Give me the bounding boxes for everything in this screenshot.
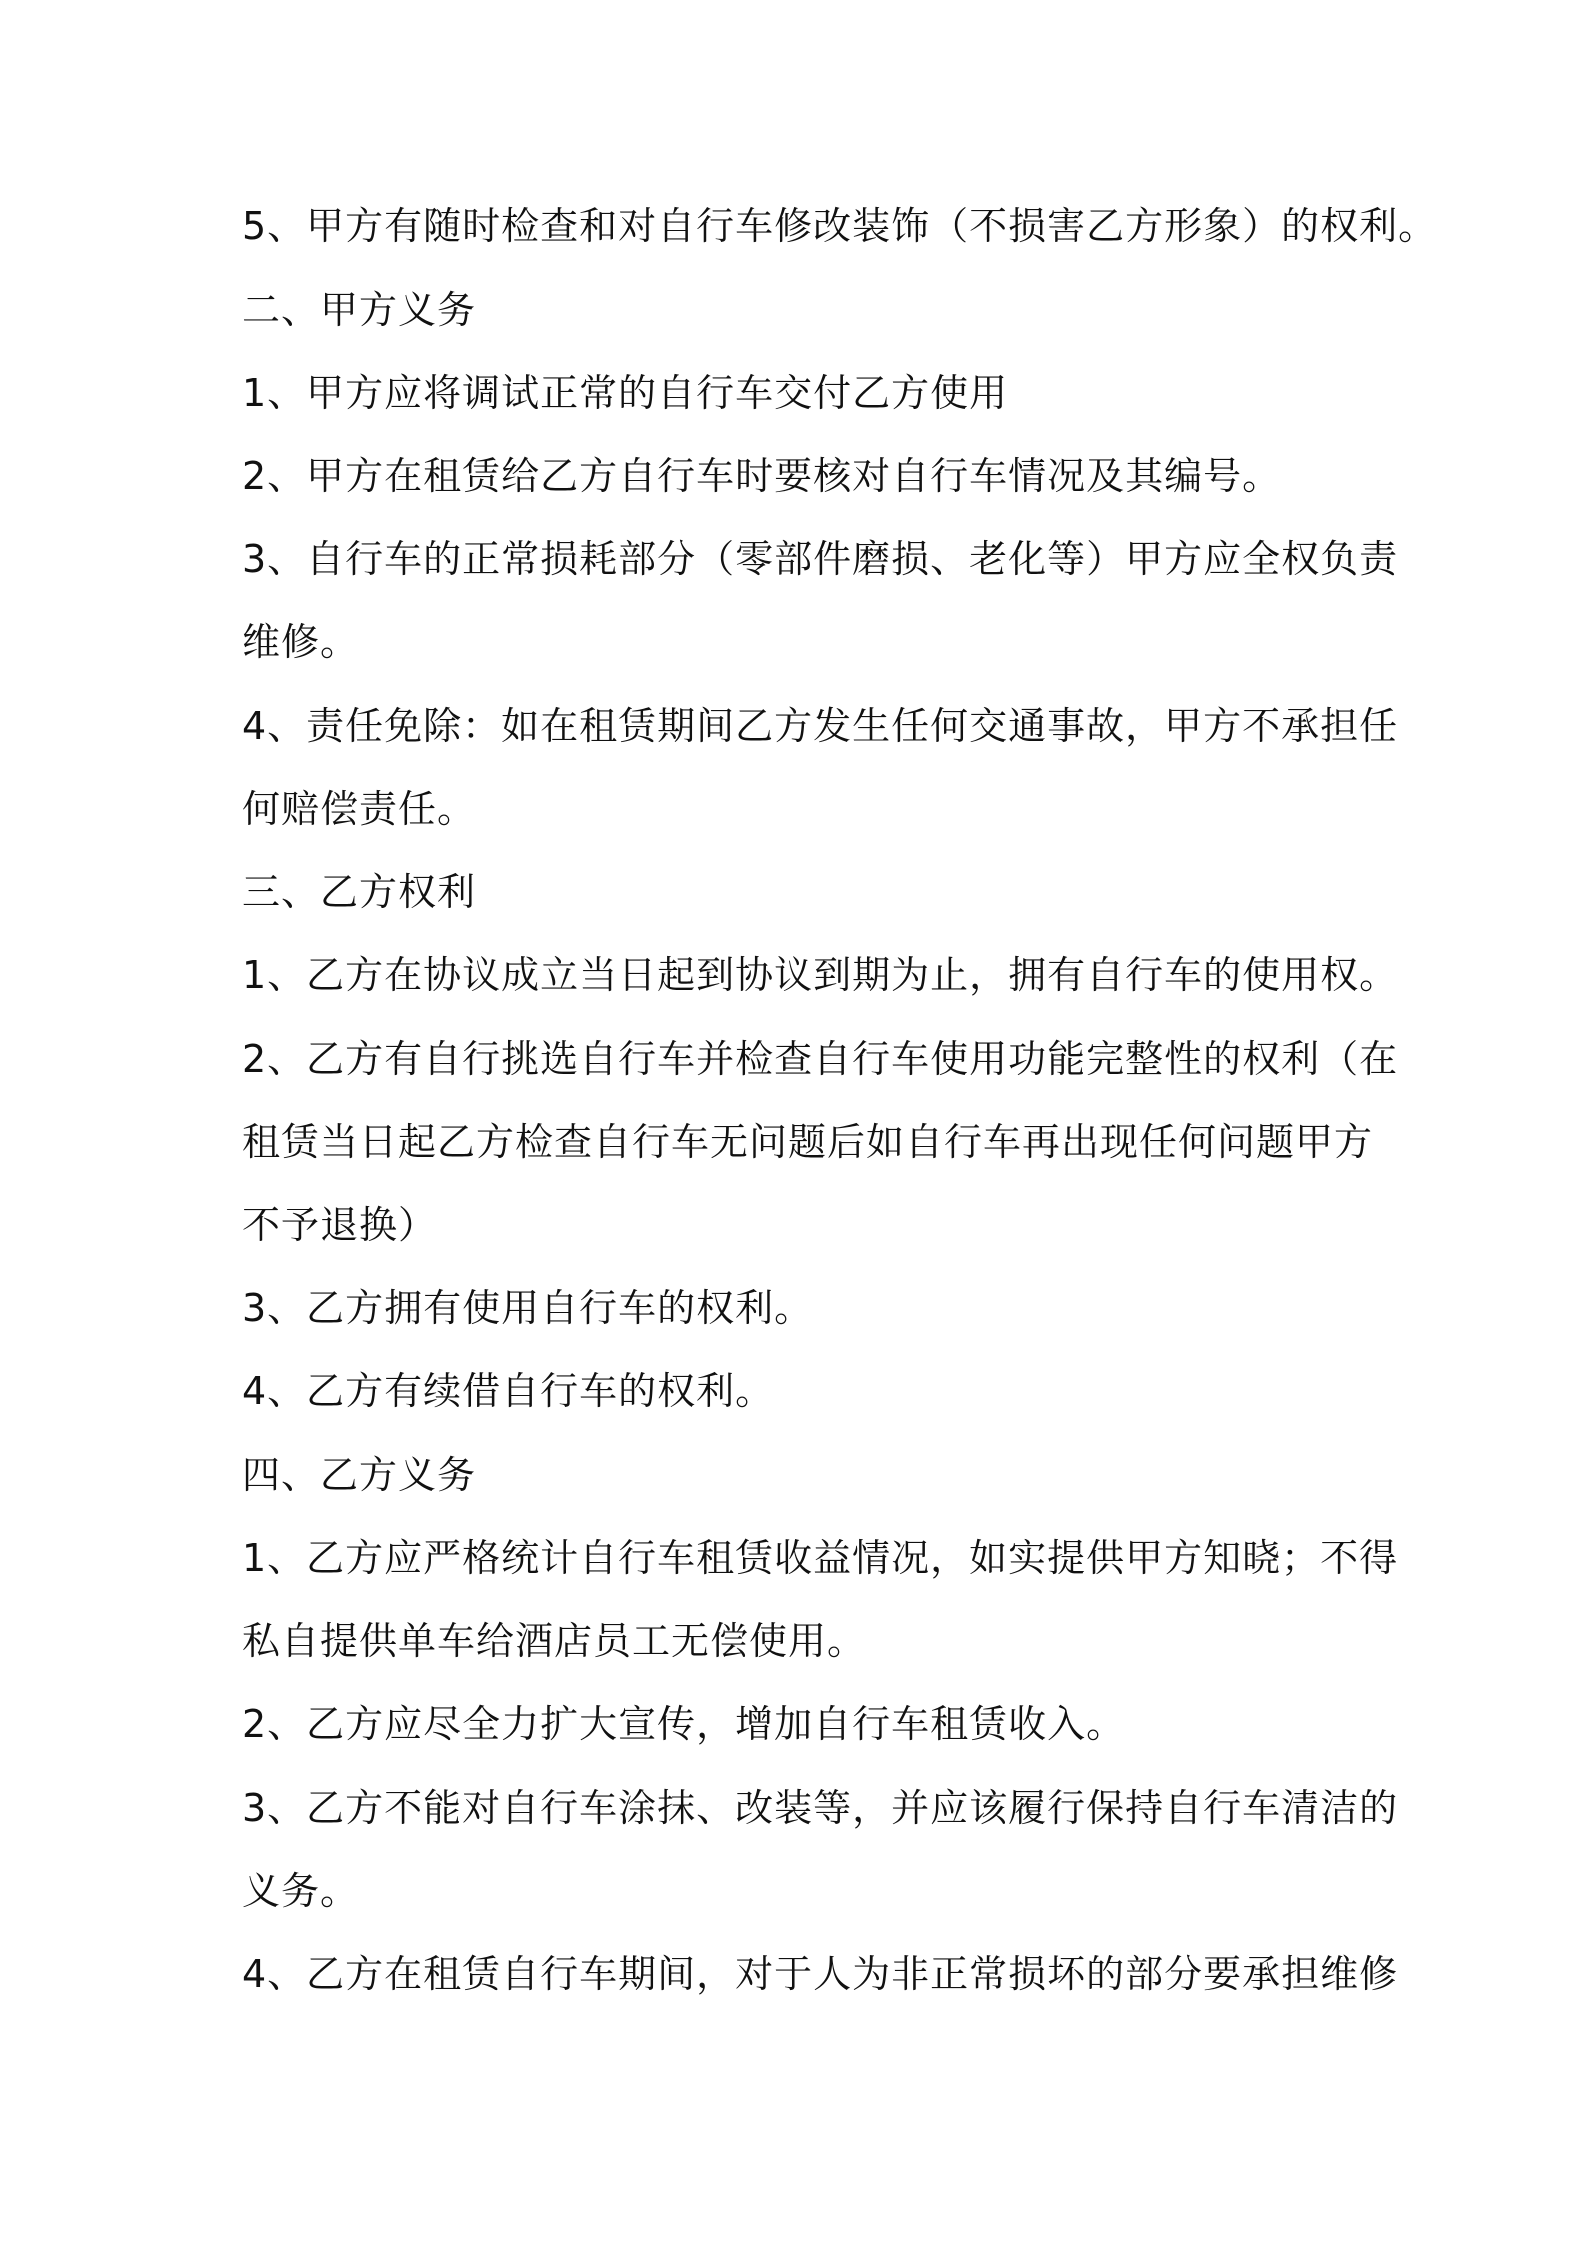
clause-line-continuation: 何赔偿责任。	[242, 787, 477, 831]
clause-line: 1、乙方在协议成立当日起到协议到期为止，拥有自行车的使用权。	[242, 953, 1399, 997]
clause-line-continuation: 租赁当日起乙方检查自行车无问题后如自行车再出现任何问题甲方	[242, 1120, 1374, 1164]
clause-line: 5、甲方有随时检查和对自行车修改装饰（不损害乙方形象）的权利。	[242, 204, 1438, 248]
clause-line: 2、乙方有自行挑选自行车并检查自行车使用功能完整性的权利（在	[242, 1037, 1399, 1081]
clause-line: 1、乙方应严格统计自行车租赁收益情况，如实提供甲方知晓；不得	[242, 1536, 1399, 1580]
clause-line: 2、乙方应尽全力扩大宣传，增加自行车租赁收入。	[242, 1702, 1126, 1746]
section-heading: 三、乙方权利	[242, 870, 477, 914]
clause-line-continuation: 维修。	[242, 620, 360, 664]
section-heading: 四、乙方义务	[242, 1453, 477, 1497]
clause-line: 4、乙方在租赁自行车期间，对于人为非正常损坏的部分要承担维修	[242, 1952, 1399, 1996]
clause-line: 1、甲方应将调试正常的自行车交付乙方使用	[242, 371, 1009, 415]
clause-line: 3、乙方拥有使用自行车的权利。	[242, 1286, 814, 1330]
clause-line: 3、乙方不能对自行车涂抹、改装等，并应该履行保持自行车清洁的	[242, 1786, 1399, 1830]
clause-line-continuation: 私自提供单车给酒店员工无偿使用。	[242, 1619, 867, 1663]
clause-line: 2、甲方在租赁给乙方自行车时要核对自行车情况及其编号。	[242, 454, 1282, 498]
clause-line: 4、责任免除：如在租赁期间乙方发生任何交通事故，甲方不承担任	[242, 704, 1399, 748]
clause-line-continuation: 义务。	[242, 1869, 360, 1913]
clause-line: 3、自行车的正常损耗部分（零部件磨损、老化等）甲方应全权负责	[242, 537, 1399, 581]
clause-line: 4、乙方有续借自行车的权利。	[242, 1369, 775, 1413]
clause-line-continuation: 不予退换）	[242, 1203, 438, 1247]
section-heading: 二、甲方义务	[242, 288, 477, 332]
